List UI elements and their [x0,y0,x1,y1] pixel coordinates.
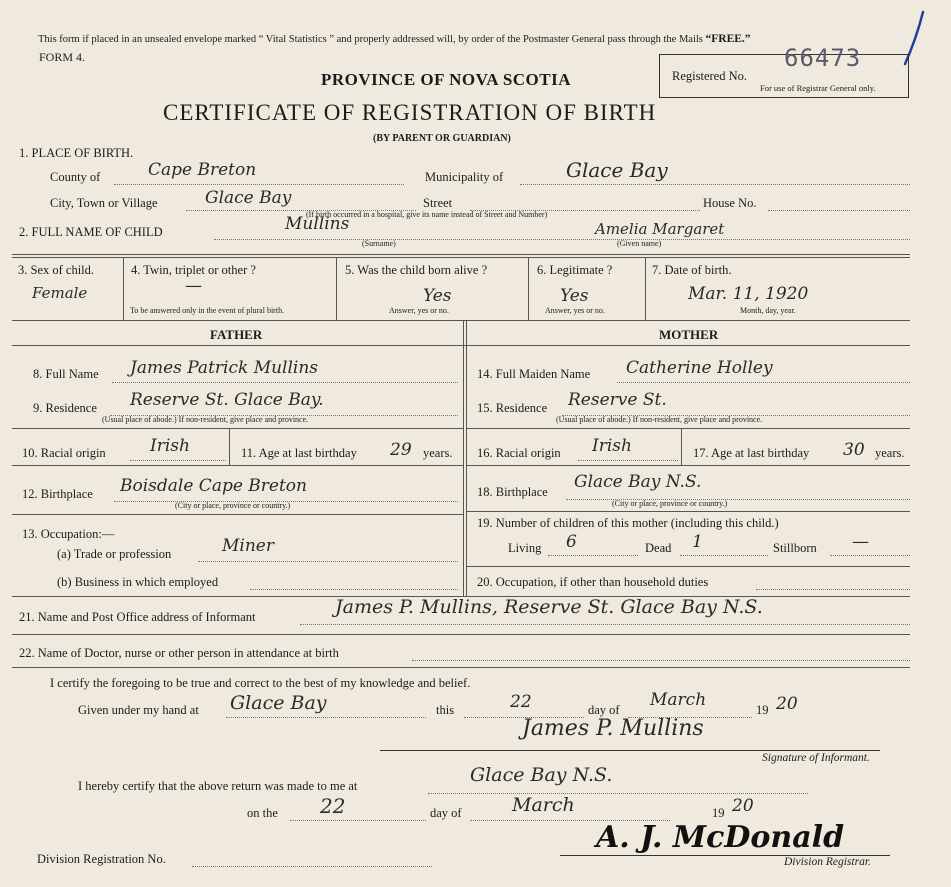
certificate-title: CERTIFICATE OF REGISTRATION OF BIRTH [163,100,657,125]
mother-residence-value: Reserve St. [568,390,667,410]
registered-note: For use of Registrar General only. [760,83,876,93]
alive-value: Yes [423,286,452,306]
informant-value: James P. Mullins, Reserve St. Glace Bay N.S. [335,596,763,618]
mother-age-value: 30 [843,440,865,460]
doctor-label: 22. Name of Doctor, nurse or other person in attendance at birth [19,646,339,660]
dob-note: Month, day, year. [740,306,796,315]
mother-age-label: 17. Age at last birthday [693,446,810,460]
mother-racial-label: 16. Racial origin [477,446,561,460]
certify-top-rule [12,667,910,668]
registrar-place-line [428,793,808,794]
living-line [548,555,638,556]
doctor-top-rule [12,634,910,635]
place-of-birth-heading: 1. PLACE OF BIRTH. [19,146,134,160]
legitimate-value: Yes [560,286,589,306]
sex-value: Female [32,284,88,302]
registrar-certify-line: I hereby certify that the above return was made to me at [78,779,358,793]
county-label: County of [50,170,101,184]
mother-residence-label: 15. Residence [477,401,548,415]
mother-racial-value: Irish [592,436,632,456]
dob-value: Mar. 11, 1920 [688,284,809,304]
given-place-value: Glace Bay [230,692,327,714]
child-name-label: 2. FULL NAME OF CHILD [19,225,163,239]
house-line [768,210,910,211]
informant-line [300,624,910,625]
father-occupation-label: 13. Occupation:— [22,527,115,541]
given-day-value: 22 [510,692,532,712]
row3-divider-3 [528,257,529,320]
on-the-label: on the [247,806,278,820]
legitimate-note: Answer, yes or no. [545,306,605,315]
mother-rule-4 [466,566,910,567]
given-month-value: March [650,690,707,710]
father-name-line [112,382,458,383]
dead-value: 1 [692,532,703,552]
hospital-note: (If birth occurred in a hospital, give its name instead of Street and Number) [306,210,548,219]
child-surname: Mullins [285,214,350,234]
mother-age-divider [681,428,682,465]
mother-name-value: Catherine Holley [626,358,773,378]
mother-name-line [617,382,910,383]
father-trade-value: Miner [222,536,274,556]
informant-signature-caption: Signature of Informant. [762,752,870,764]
registered-label: Registered No. [672,69,747,83]
division-registration-line [192,866,432,867]
municipality-value: Glace Bay [566,158,668,182]
stillborn-label: Stillborn [773,541,817,555]
parents-divider [463,320,464,596]
surname-caption: (Surname) [362,239,396,248]
registrar-year-prefix: 19 [712,806,725,820]
given-year-prefix: 19 [756,703,769,717]
given-year-value: 20 [776,694,798,714]
mailing-notice-text: This form if placed in an unsealed envelope marked “ Vital Statistics ” and properly addressed will, by order of the Postmaster General pass through the Mails [38,34,703,45]
informant-signature-line [380,750,880,751]
father-rule-2 [12,465,463,466]
mother-birthplace-label: 18. Birthplace [477,485,548,499]
row3-top-rule [12,254,910,255]
mother-rule-3 [466,511,910,512]
row3-divider-4 [645,257,646,320]
mother-birthplace-value: Glace Bay N.S. [574,472,702,492]
given-day-of-label: day of [588,703,620,717]
father-birthplace-note: (City or place, province or country.) [175,501,291,510]
house-label: House No. [703,196,757,210]
sex-label: 3. Sex of child. [18,263,95,277]
father-birthplace-value: Boisdale Cape Breton [120,476,307,496]
father-age-label: 11. Age at last birthday [241,446,357,460]
father-residence-label: 9. Residence [33,401,97,415]
division-registration-label: Division Registration No. [37,852,166,866]
mother-racial-line [578,460,678,461]
father-racial-line [130,460,226,461]
father-age-divider [229,428,230,465]
dead-line [680,555,768,556]
father-racial-label: 10. Racial origin [22,446,106,460]
given-caption: (Given name) [617,239,662,248]
father-rule-3 [12,514,463,515]
registrar-day-value: 22 [320,794,346,818]
this-label: this [436,703,455,717]
form-number: FORM 4. [39,50,86,64]
city-label: City, Town or Village [50,196,158,210]
certificate-subtitle: (BY PARENT OR GUARDIAN) [373,133,511,144]
informant-label: 21. Name and Post Office address of Informant [19,610,256,624]
legitimate-label: 6. Legitimate ? [537,263,613,277]
mother-years-label: years. [875,446,905,460]
living-value: 6 [566,532,577,552]
father-residence-value: Reserve St. Glace Bay. [130,390,324,410]
registrar-day-of-label: day of [430,806,462,820]
father-name-value: James Patrick Mullins [130,358,319,378]
father-name-label: 8. Full Name [33,367,99,381]
registrar-place-value: Glace Bay N.S. [470,764,613,786]
stillborn-line [830,555,910,556]
mother-rule-2 [466,465,910,466]
row3-divider-1 [123,257,124,320]
province-heading: PROVINCE OF NOVA SCOTIA [321,70,572,89]
alive-label: 5. Was the child born alive ? [345,263,488,277]
mailing-notice [38,33,751,45]
father-rule-1 [12,428,463,429]
mother-heading: MOTHER [659,327,719,342]
child-given-name: Amelia Margaret [595,220,725,238]
dead-label: Dead [645,541,672,555]
stillborn-value: — [852,532,869,552]
mother-birthplace-note: (City or place, province or country.) [612,499,728,508]
alive-note: Answer, yes or no. [389,306,449,315]
father-residence-note: (Usual place of abode.) If non-resident, give place and province. [102,415,309,424]
registrar-day-line [290,820,426,821]
mother-children-label: 19. Number of children of this mother (including this child.) [477,516,779,530]
mother-occupation-label: 20. Occupation, if other than household duties [477,575,709,589]
row3-top-rule-2 [12,257,910,258]
registrar-signature-caption: Division Registrar. [784,856,871,868]
father-racial-value: Irish [150,436,190,456]
father-birthplace-label: 12. Birthplace [22,487,93,501]
registrar-year-value: 20 [732,796,754,816]
mother-occupation-line [756,589,910,590]
parents-top-rule [12,320,910,321]
given-place-line [226,717,426,718]
street-label: Street [423,196,453,210]
registrar-month-value: March [512,794,575,816]
father-trade-line [198,561,458,562]
given-under-label: Given under my hand at [78,703,199,717]
county-line [114,184,404,185]
father-years-label: years. [423,446,453,460]
dob-label: 7. Date of birth. [652,263,732,277]
twin-note: To be answered only in the event of plural birth. [130,306,285,315]
mother-rule-1 [466,428,910,429]
doctor-line [412,660,910,661]
twin-value: — [185,276,202,296]
municipality-label: Municipality of [425,170,504,184]
twin-label: 4. Twin, triplet or other ? [131,263,256,277]
mother-residence-note: (Usual place of abode.) If non-resident, give place and province. [556,415,763,424]
city-value: Glace Bay [205,188,292,208]
certify-statement: I certify the foregoing to be true and correct to the best of my knowledge and belief. [50,676,471,690]
mother-name-label: 14. Full Maiden Name [477,367,591,381]
living-label: Living [508,541,542,555]
parents-heading-rule [12,345,910,346]
municipality-line [520,184,910,185]
registered-number: 66473 [784,44,862,72]
father-age-value: 29 [390,440,412,460]
registrar-signature: A. J. McDonald [596,820,845,855]
row3-divider-2 [336,257,337,320]
father-trade-label: (a) Trade or profession [57,547,172,561]
father-business-line [250,589,458,590]
parents-divider-2 [466,320,467,596]
county-value: Cape Breton [148,160,257,180]
father-business-label: (b) Business in which employed [57,575,219,589]
father-heading: FATHER [210,327,263,342]
free-notice: “FREE.” [705,33,751,45]
informant-signature: James P. Mullins [522,716,704,741]
child-name-line [214,239,910,240]
